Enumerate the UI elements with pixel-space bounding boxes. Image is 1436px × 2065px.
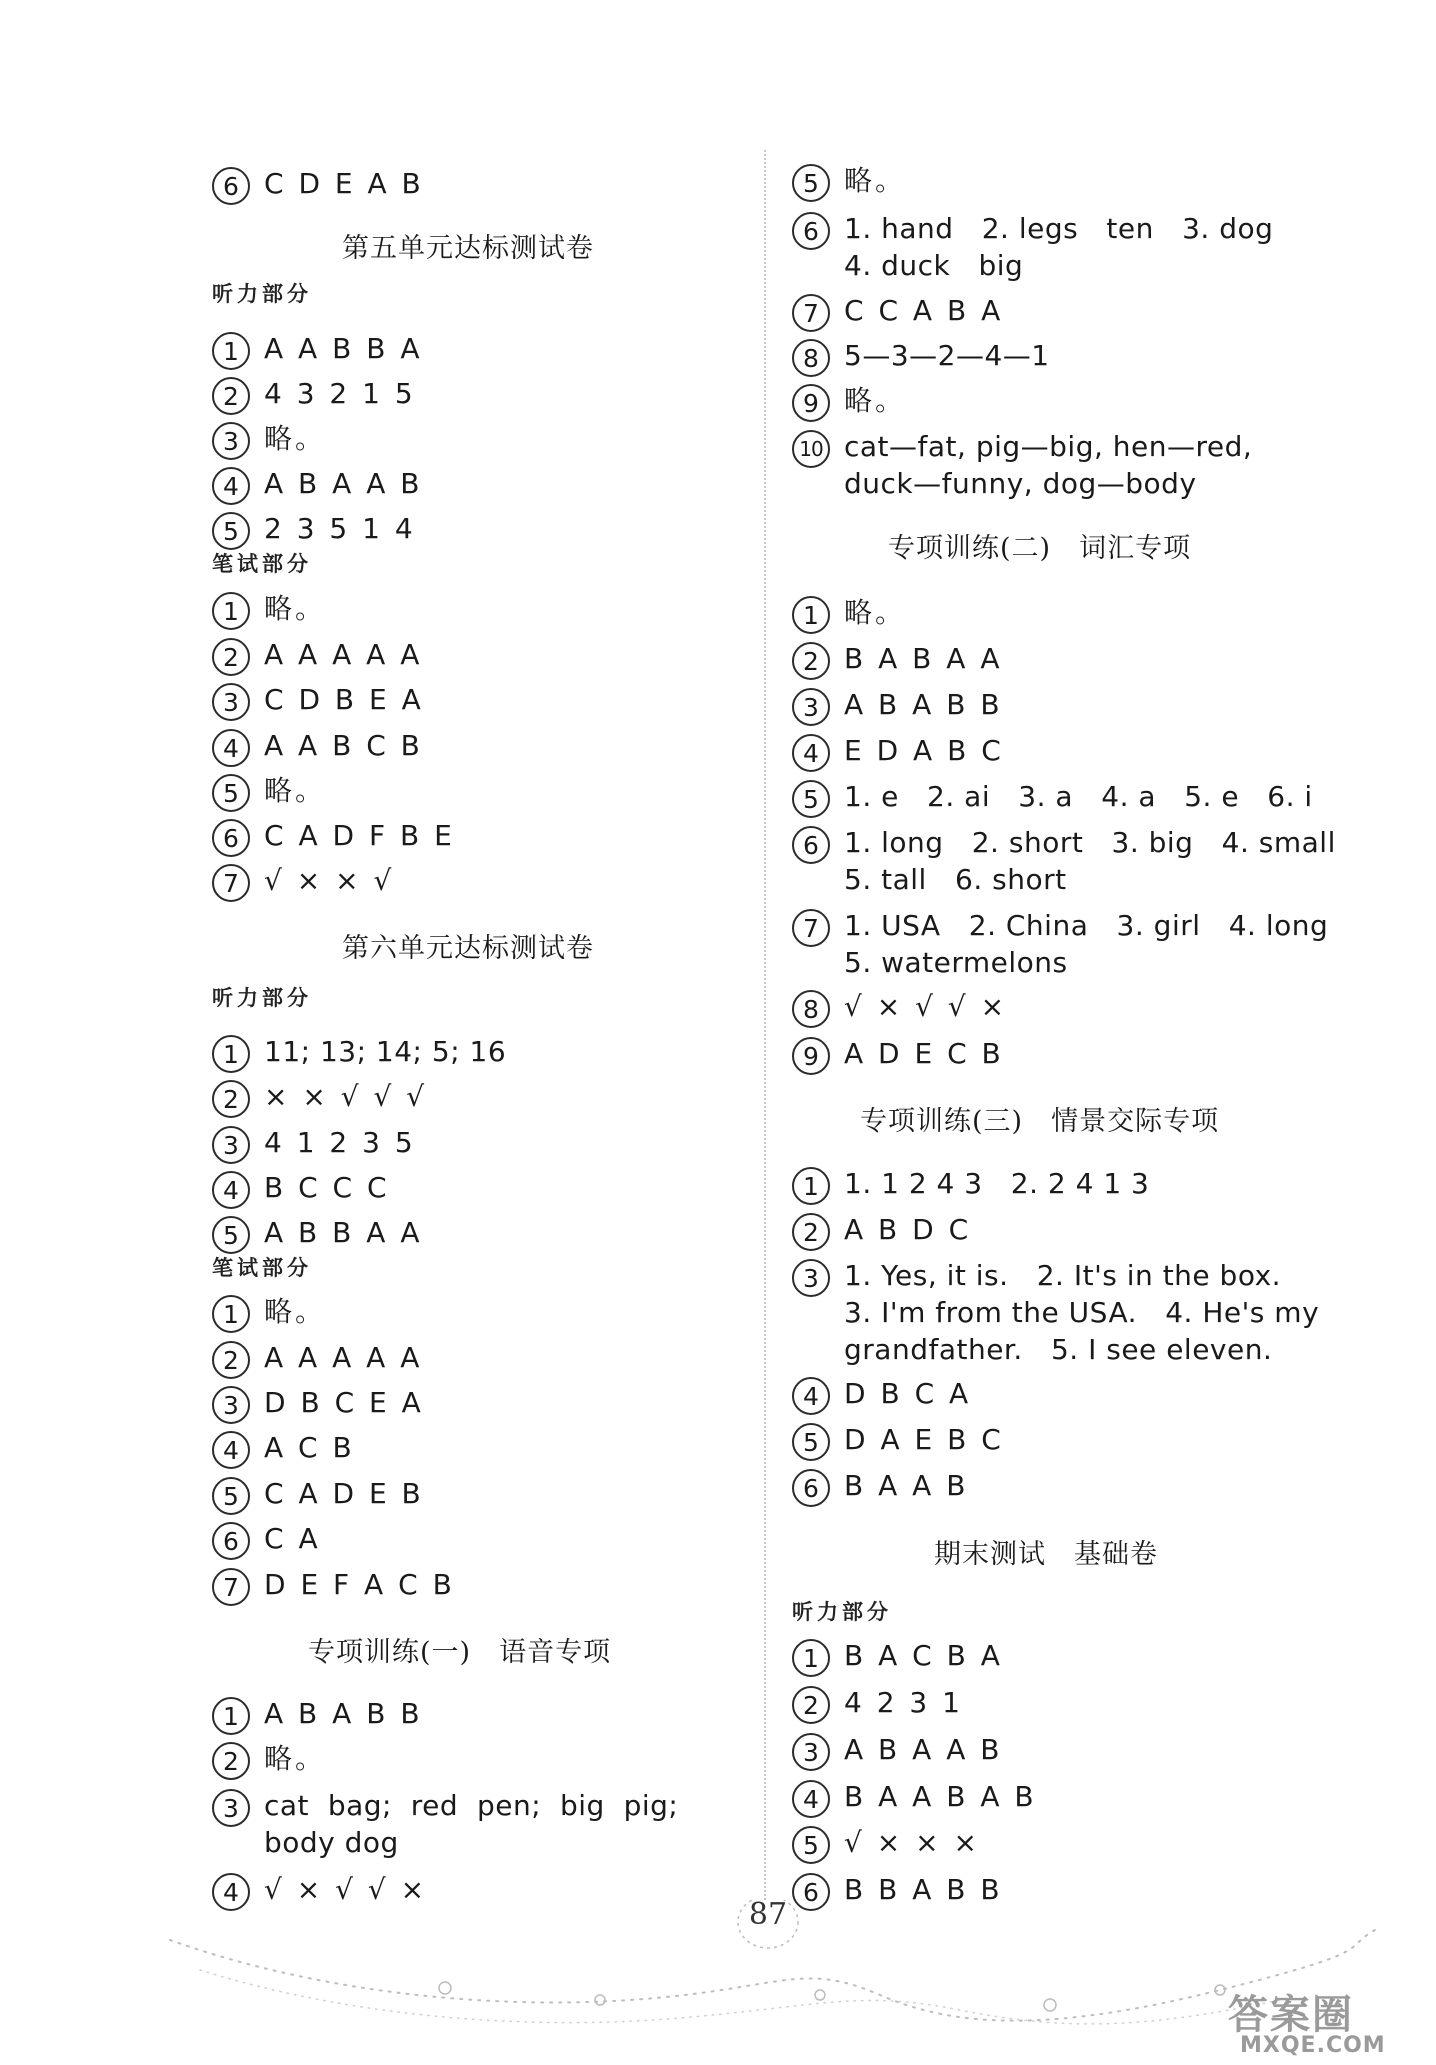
question-number: 1 bbox=[212, 332, 250, 370]
question-number: 1 bbox=[212, 1295, 250, 1333]
question-number: 9 bbox=[792, 384, 830, 422]
answer-item bbox=[212, 1169, 390, 1209]
answer-text: 1. e 2. ai 3. a 4. a 5. e 6. i bbox=[844, 780, 1313, 813]
answer-text: A C B bbox=[264, 1431, 355, 1464]
answer-item bbox=[212, 1429, 355, 1469]
answer-text: A A A A A bbox=[264, 638, 423, 671]
answer-text: C A bbox=[264, 1522, 321, 1555]
answer-text: 略。 bbox=[844, 164, 907, 197]
answer-item bbox=[212, 1214, 422, 1254]
answer-item bbox=[792, 640, 1002, 680]
question-number: 7 bbox=[212, 864, 250, 902]
question-number: 1 bbox=[212, 1697, 250, 1735]
section-title-final: 期末测试 基础卷 bbox=[934, 1539, 1158, 1570]
question-number: 6 bbox=[792, 1469, 830, 1507]
watermark-logo-text: 答案圈 bbox=[1228, 1992, 1354, 2038]
answer-text: C D E A B bbox=[264, 167, 424, 200]
question-number: 10 bbox=[792, 430, 830, 468]
answer-item bbox=[792, 686, 1003, 726]
question-number: 8 bbox=[792, 990, 830, 1028]
answer-text: 略。 bbox=[264, 1742, 327, 1775]
question-number: 2 bbox=[212, 1742, 250, 1780]
answer-item bbox=[212, 165, 424, 205]
section-title-unit5: 第五单元达标测试卷 bbox=[342, 233, 594, 264]
answer-text: 4 1 2 3 5 bbox=[264, 1126, 416, 1159]
answer-item bbox=[212, 727, 423, 767]
answer-text: 1. USA 2. China 3. girl 4. long 5. watermelons bbox=[844, 909, 1329, 979]
answer-text: √ × √ √ × bbox=[844, 990, 1008, 1023]
answer-item bbox=[212, 590, 326, 630]
question-number: 5 bbox=[792, 164, 830, 202]
answer-text: B C C C bbox=[264, 1171, 390, 1204]
answer-item bbox=[792, 907, 1328, 981]
question-number: 3 bbox=[212, 1126, 250, 1164]
answer-item bbox=[212, 465, 422, 505]
section-title-phonics: 专项训练(一) 语音专项 bbox=[308, 1637, 612, 1668]
question-number: 5 bbox=[212, 1216, 250, 1254]
answer-item bbox=[792, 1211, 971, 1251]
answer-item bbox=[792, 1375, 971, 1415]
answer-item bbox=[792, 732, 1004, 772]
answer-text: D E F A C B bbox=[264, 1568, 455, 1601]
answer-item bbox=[212, 1078, 427, 1118]
question-number: 2 bbox=[212, 1341, 250, 1379]
answer-item bbox=[792, 1731, 1002, 1771]
question-number: 3 bbox=[212, 683, 250, 721]
question-number: 3 bbox=[212, 1386, 250, 1424]
answer-text: √ × × √ bbox=[264, 864, 395, 897]
answer-item bbox=[212, 1124, 416, 1164]
question-number: 4 bbox=[792, 1780, 830, 1818]
answer-text: A B D C bbox=[844, 1213, 972, 1246]
question-number: 4 bbox=[212, 467, 250, 505]
question-number: 4 bbox=[792, 1377, 830, 1415]
answer-item bbox=[212, 1787, 678, 1861]
question-number: 5 bbox=[212, 1477, 250, 1515]
answer-text: A B A A B bbox=[264, 467, 423, 500]
section-title-communication: 专项训练(三) 情景交际专项 bbox=[860, 1106, 1220, 1137]
answer-item bbox=[212, 817, 455, 857]
question-number: 5 bbox=[212, 512, 250, 550]
question-number: 3 bbox=[212, 422, 250, 460]
answer-item bbox=[792, 988, 1007, 1028]
question-number: 6 bbox=[792, 1873, 830, 1911]
answer-text: 2 3 5 1 4 bbox=[264, 512, 416, 545]
question-number: 5 bbox=[792, 1826, 830, 1864]
question-number: 4 bbox=[212, 1431, 250, 1469]
question-number: 2 bbox=[212, 1080, 250, 1118]
answer-item bbox=[212, 1740, 326, 1780]
question-number: 5 bbox=[792, 1423, 830, 1461]
answer-text: 4 3 2 1 5 bbox=[264, 377, 416, 410]
answer-text: A D E C B bbox=[844, 1037, 1004, 1070]
footer-flower bbox=[815, 1990, 825, 2000]
question-number: 1 bbox=[792, 1167, 830, 1205]
written-label: 笔试部分 bbox=[212, 1256, 312, 1280]
watermark-url: MXQE.COM bbox=[1240, 2033, 1386, 2058]
question-number: 4 bbox=[792, 734, 830, 772]
question-number: 6 bbox=[212, 167, 250, 205]
answer-text: 1. 1 2 4 3 2. 2 4 1 3 bbox=[844, 1167, 1150, 1200]
answer-text: A B A B B bbox=[264, 1697, 423, 1730]
answer-text: 略。 bbox=[264, 422, 327, 455]
answer-item bbox=[792, 382, 906, 422]
question-number: 4 bbox=[212, 729, 250, 767]
question-number: 7 bbox=[212, 1568, 250, 1606]
listening-label: 听力部分 bbox=[212, 282, 312, 306]
answer-item bbox=[212, 862, 394, 902]
answer-item bbox=[792, 824, 1336, 898]
answer-text: 4 2 3 1 bbox=[844, 1686, 963, 1719]
answer-item bbox=[212, 681, 424, 721]
answer-text: 略。 bbox=[264, 1295, 327, 1328]
page-number: 87 bbox=[748, 1897, 788, 1932]
answer-item bbox=[212, 1033, 506, 1073]
answer-text: C C A B A bbox=[844, 294, 1004, 327]
question-number: 7 bbox=[792, 294, 830, 332]
answer-item bbox=[212, 1520, 321, 1560]
answer-text: 略。 bbox=[844, 596, 907, 629]
written-label: 笔试部分 bbox=[212, 552, 312, 576]
answer-item bbox=[212, 375, 416, 415]
answer-item bbox=[792, 292, 1003, 332]
answer-item bbox=[212, 1475, 424, 1515]
question-number: 6 bbox=[212, 819, 250, 857]
answer-item bbox=[792, 778, 1313, 818]
question-number: 6 bbox=[792, 826, 830, 864]
answer-item bbox=[792, 337, 1050, 377]
answer-item bbox=[212, 510, 416, 550]
question-number: 3 bbox=[792, 1259, 830, 1297]
answer-text: D B C A bbox=[844, 1377, 972, 1410]
question-number: 4 bbox=[212, 1873, 250, 1911]
question-number: 1 bbox=[212, 592, 250, 630]
answer-item bbox=[212, 420, 326, 460]
answer-text: A B A B B bbox=[844, 688, 1003, 721]
answer-text: 略。 bbox=[844, 384, 907, 417]
answer-item bbox=[792, 1778, 1037, 1818]
footer-flower bbox=[595, 1995, 605, 2005]
answer-text: 5—3—2—4—1 bbox=[844, 339, 1050, 372]
question-number: 2 bbox=[792, 642, 830, 680]
footer-dotted-wave-lower bbox=[200, 1970, 1280, 2024]
answer-text: cat—fat, pig—big, hen—red, duck—funny, dog—body bbox=[844, 430, 1253, 500]
answer-item bbox=[212, 1339, 422, 1379]
answer-text: A A A A A bbox=[264, 1341, 423, 1374]
answer-item bbox=[792, 1824, 980, 1864]
question-number: 6 bbox=[212, 1522, 250, 1560]
listening-label: 听力部分 bbox=[212, 986, 312, 1010]
answer-text: A B B A A bbox=[264, 1216, 423, 1249]
answer-item bbox=[792, 1421, 1004, 1461]
answer-text: 略。 bbox=[264, 774, 327, 807]
question-number: 4 bbox=[212, 1171, 250, 1209]
answer-text: 略。 bbox=[264, 592, 327, 625]
answer-text: C A D F B E bbox=[264, 819, 455, 852]
answer-item bbox=[212, 1293, 326, 1333]
answer-text: B A B A A bbox=[844, 642, 1003, 675]
question-number: 2 bbox=[212, 638, 250, 676]
question-number: 7 bbox=[792, 909, 830, 947]
answer-text: A A B B A bbox=[264, 332, 423, 365]
question-number: 3 bbox=[792, 688, 830, 726]
column-divider bbox=[764, 150, 766, 1900]
answer-item bbox=[212, 772, 326, 812]
answer-text: B A C B A bbox=[844, 1639, 1003, 1672]
answer-item bbox=[792, 162, 906, 202]
answer-text: D A E B C bbox=[844, 1423, 1004, 1456]
answer-text: B B A B B bbox=[844, 1873, 1003, 1906]
question-number: 1 bbox=[792, 1639, 830, 1677]
question-number: 5 bbox=[212, 774, 250, 812]
answer-text: √ × × × bbox=[844, 1826, 980, 1859]
answer-text: 1. hand 2. legs ten 3. dog 4. duck big bbox=[844, 212, 1274, 282]
answer-item bbox=[212, 1384, 424, 1424]
footer-flower bbox=[1044, 1999, 1056, 2011]
answer-text: D B C E A bbox=[264, 1386, 424, 1419]
answer-text: C D B E A bbox=[264, 683, 424, 716]
question-number: 5 bbox=[792, 780, 830, 818]
answer-item bbox=[792, 594, 906, 634]
footer-flower bbox=[439, 1982, 451, 1994]
question-number: 2 bbox=[792, 1213, 830, 1251]
watermark-logo bbox=[1210, 1985, 1430, 2063]
answer-text: 1. Yes, it is. 2. It's in the box. 3. I'm from the USA. 4. He's my grandfather. 5. I see eleven. bbox=[844, 1259, 1320, 1366]
answer-item bbox=[792, 1467, 968, 1507]
question-number: 2 bbox=[792, 1686, 830, 1724]
answer-item bbox=[212, 636, 422, 676]
question-number: 1 bbox=[792, 596, 830, 634]
question-number: 1 bbox=[212, 1035, 250, 1073]
answer-text: × × √ √ √ bbox=[264, 1080, 428, 1113]
answer-item bbox=[792, 428, 1252, 502]
answer-text: 11; 13; 14; 5; 16 bbox=[264, 1035, 507, 1068]
answer-item bbox=[792, 210, 1273, 284]
answer-item bbox=[792, 1257, 1319, 1368]
question-number: 8 bbox=[792, 339, 830, 377]
answer-text: A B A A B bbox=[844, 1733, 1003, 1766]
answer-text: 1. long 2. short 3. big 4. small 5. tall 6. short bbox=[844, 826, 1336, 896]
question-number: 3 bbox=[792, 1733, 830, 1771]
answer-text: A A B C B bbox=[264, 729, 423, 762]
section-title-unit6: 第六单元达标测试卷 bbox=[342, 933, 594, 964]
answer-item bbox=[792, 1165, 1149, 1205]
answer-text: B A A B A B bbox=[844, 1780, 1037, 1813]
answer-text: C A D E B bbox=[264, 1477, 424, 1510]
answer-item bbox=[212, 1695, 423, 1735]
answer-item bbox=[792, 1684, 963, 1724]
answer-text: √ × √ √ × bbox=[264, 1873, 428, 1906]
question-number: 3 bbox=[212, 1789, 250, 1827]
answer-item bbox=[212, 1566, 455, 1606]
question-number: 2 bbox=[212, 377, 250, 415]
answer-text: B A A B bbox=[844, 1469, 969, 1502]
listening-label: 听力部分 bbox=[792, 1600, 892, 1624]
section-title-vocabulary: 专项训练(二) 词汇专项 bbox=[888, 533, 1192, 564]
answer-item bbox=[212, 330, 422, 370]
answer-text: cat bag; red pen; big pig; body dog bbox=[264, 1789, 679, 1859]
answer-item bbox=[792, 1637, 1003, 1677]
question-number: 9 bbox=[792, 1037, 830, 1075]
answer-text: E D A B C bbox=[844, 734, 1004, 767]
answer-item bbox=[792, 1035, 1004, 1075]
question-number: 6 bbox=[792, 212, 830, 250]
